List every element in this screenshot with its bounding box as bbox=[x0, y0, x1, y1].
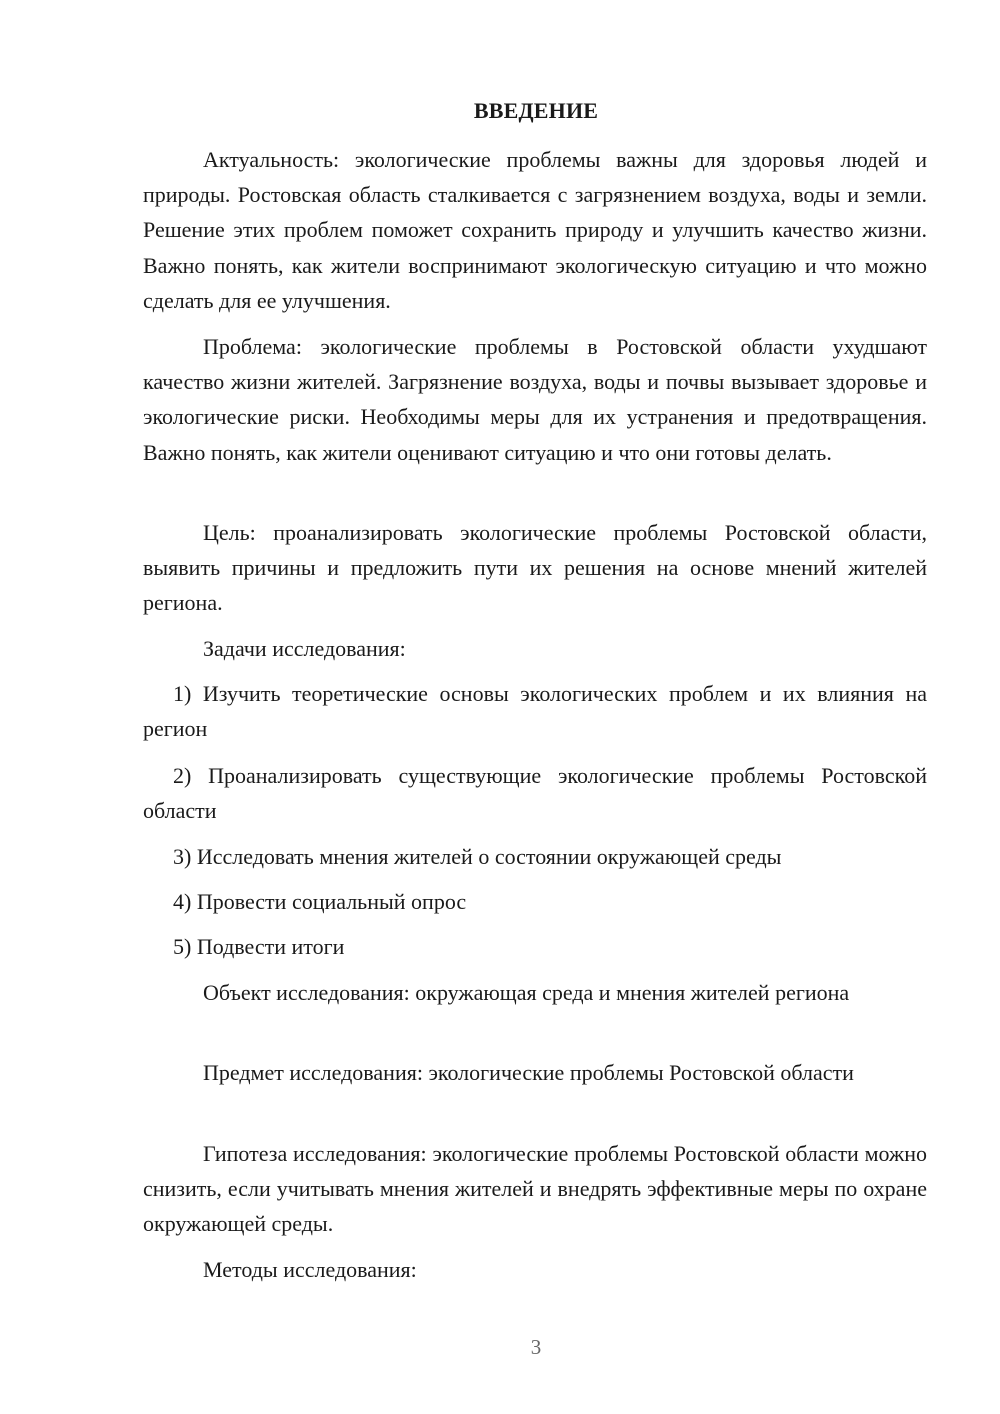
problem-paragraph: Проблема: экологические проблемы в Ростовской области ухудшают качество жизни жителей. Загрязнение воздуха, воды и почвы вызывает здоровье и экологические риски. Необходимы меры для их устранения и предотвращения. Важно понять, как жители оценивают ситуацию и что они готовы делать. bbox=[143, 334, 927, 465]
task-item-4: 4) Провести социальный опрос bbox=[173, 889, 467, 914]
task-item-5: 5) Подвести итоги bbox=[173, 934, 345, 959]
page-number: 3 bbox=[530, 1335, 542, 1359]
subject-paragraph: Предмет исследования: экологические проблемы Ростовской области bbox=[203, 1060, 854, 1085]
methods-title: Методы исследования: bbox=[203, 1257, 417, 1282]
task-item-1: 1) Изучить теоретические основы экологических проблем и их влияния на регион bbox=[143, 681, 927, 742]
object-paragraph: Объект исследования: окружающая среда и мнения жителей региона bbox=[203, 980, 850, 1005]
relevance-paragraph: Актуальность: экологические проблемы важны для здоровья людей и природы. Ростовская область сталкивается с загрязнением воздуха, воды и земли. Решение этих проблем поможет сохранить природу и улучшить качество жизни. Важно понять, как жители воспринимают экологическую ситуацию и что можно сделать для ее улучшения. bbox=[143, 147, 927, 313]
section-heading: ВВЕДЕНИЕ bbox=[473, 98, 599, 123]
task-item-2: 2) Проанализировать существующие экологические проблемы Ростовской области bbox=[143, 763, 927, 824]
goal-paragraph: Цель: проанализировать экологические проблемы Ростовской области, выявить причины и предложить пути их решения на основе мнений жителей региона. bbox=[143, 520, 927, 616]
tasks-title: Задачи исследования: bbox=[203, 636, 406, 661]
task-item-3: 3) Исследовать мнения жителей о состоянии окружающей среды bbox=[173, 844, 782, 869]
hypothesis-paragraph: Гипотеза исследования: экологические проблемы Ростовской области можно снизить, если учитывать мнения жителей и внедрять эффективные меры по охране окружающей среды. bbox=[143, 1141, 927, 1237]
